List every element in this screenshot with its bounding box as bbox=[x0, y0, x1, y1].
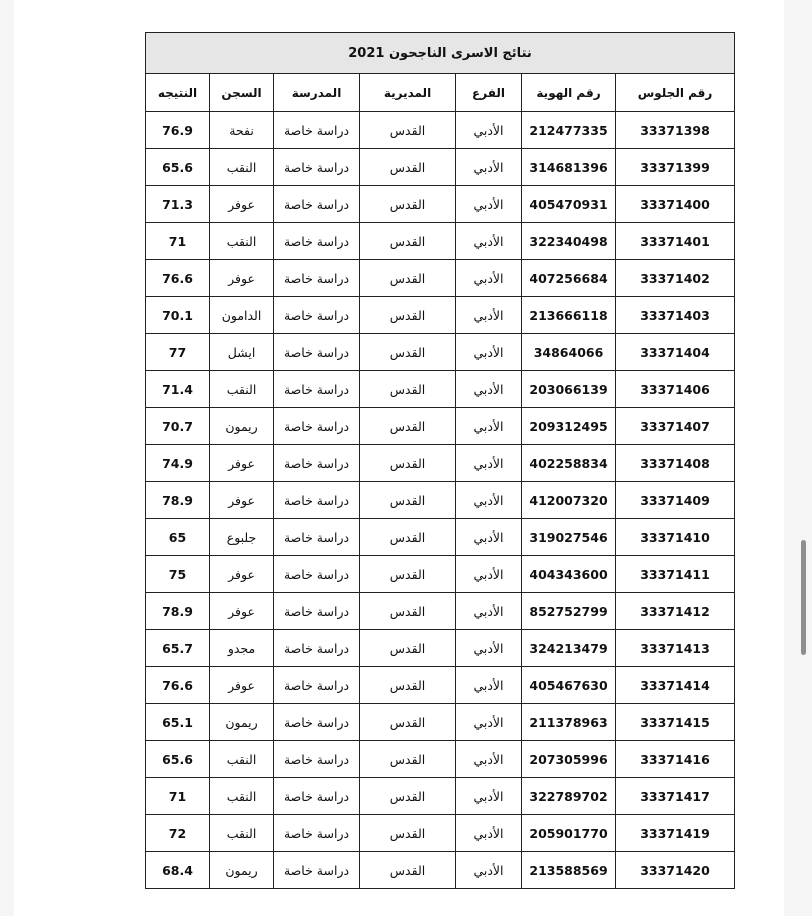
cell-seat-number: 33371399 bbox=[616, 149, 735, 186]
header-result: النتيجه bbox=[146, 74, 210, 112]
cell-result: 77 bbox=[146, 334, 210, 371]
cell-directorate: القدس bbox=[360, 482, 456, 519]
cell-id-number: 203066139 bbox=[522, 371, 616, 408]
table-row bbox=[146, 704, 735, 741]
cell-prison: ريمون bbox=[210, 852, 274, 889]
header-school: المدرسة bbox=[274, 74, 360, 112]
cell-branch: الأدبي bbox=[456, 519, 522, 556]
cell-school: دراسة خاصة bbox=[274, 371, 360, 408]
cell-school: دراسة خاصة bbox=[274, 630, 360, 667]
cell-branch: الأدبي bbox=[456, 445, 522, 482]
cell-directorate: القدس bbox=[360, 852, 456, 889]
cell-id-number: 322789702 bbox=[522, 778, 616, 815]
cell-directorate: القدس bbox=[360, 519, 456, 556]
cell-prison: ايشل bbox=[210, 334, 274, 371]
cell-prison: عوفر bbox=[210, 667, 274, 704]
cell-id-number: 407256684 bbox=[522, 260, 616, 297]
cell-prison: النقب bbox=[210, 149, 274, 186]
cell-prison: مجدو bbox=[210, 630, 274, 667]
cell-id-number: 211378963 bbox=[522, 704, 616, 741]
cell-result: 65.6 bbox=[146, 149, 210, 186]
table-row bbox=[146, 778, 735, 815]
cell-result: 75 bbox=[146, 556, 210, 593]
cell-prison: عوفر bbox=[210, 186, 274, 223]
cell-branch: الأدبي bbox=[456, 149, 522, 186]
table-body bbox=[146, 112, 735, 889]
cell-prison: النقب bbox=[210, 815, 274, 852]
cell-result: 78.9 bbox=[146, 593, 210, 630]
cell-school: دراسة خاصة bbox=[274, 297, 360, 334]
cell-school: دراسة خاصة bbox=[274, 408, 360, 445]
cell-school: دراسة خاصة bbox=[274, 556, 360, 593]
table-row bbox=[146, 260, 735, 297]
cell-id-number: 319027546 bbox=[522, 519, 616, 556]
cell-branch: الأدبي bbox=[456, 334, 522, 371]
cell-prison: النقب bbox=[210, 778, 274, 815]
cell-school: دراسة خاصة bbox=[274, 815, 360, 852]
cell-result: 68.4 bbox=[146, 852, 210, 889]
cell-seat-number: 33371417 bbox=[616, 778, 735, 815]
table-row bbox=[146, 371, 735, 408]
cell-school: دراسة خاصة bbox=[274, 704, 360, 741]
cell-seat-number: 33371403 bbox=[616, 297, 735, 334]
cell-result: 76.6 bbox=[146, 260, 210, 297]
table-row bbox=[146, 223, 735, 260]
table-row bbox=[146, 556, 735, 593]
header-prison: السجن bbox=[210, 74, 274, 112]
cell-directorate: القدس bbox=[360, 297, 456, 334]
cell-branch: الأدبي bbox=[456, 223, 522, 260]
cell-id-number: 213666118 bbox=[522, 297, 616, 334]
cell-result: 70.7 bbox=[146, 408, 210, 445]
cell-result: 78.9 bbox=[146, 482, 210, 519]
cell-directorate: القدس bbox=[360, 445, 456, 482]
cell-id-number: 852752799 bbox=[522, 593, 616, 630]
document-page bbox=[14, 0, 784, 916]
cell-id-number: 205901770 bbox=[522, 815, 616, 852]
cell-result: 72 bbox=[146, 815, 210, 852]
cell-id-number: 405470931 bbox=[522, 186, 616, 223]
cell-branch: الأدبي bbox=[456, 112, 522, 149]
header-seat-number: رقم الجلوس bbox=[616, 74, 735, 112]
cell-branch: الأدبي bbox=[456, 815, 522, 852]
cell-branch: الأدبي bbox=[456, 482, 522, 519]
cell-directorate: القدس bbox=[360, 556, 456, 593]
cell-directorate: القدس bbox=[360, 704, 456, 741]
cell-directorate: القدس bbox=[360, 149, 456, 186]
cell-directorate: القدس bbox=[360, 630, 456, 667]
cell-result: 71.3 bbox=[146, 186, 210, 223]
table-row bbox=[146, 408, 735, 445]
cell-school: دراسة خاصة bbox=[274, 112, 360, 149]
cell-prison: عوفر bbox=[210, 445, 274, 482]
cell-branch: الأدبي bbox=[456, 778, 522, 815]
table-row bbox=[146, 852, 735, 889]
cell-seat-number: 33371420 bbox=[616, 852, 735, 889]
cell-prison: النقب bbox=[210, 371, 274, 408]
cell-branch: الأدبي bbox=[456, 260, 522, 297]
cell-result: 74.9 bbox=[146, 445, 210, 482]
cell-branch: الأدبي bbox=[456, 371, 522, 408]
cell-directorate: القدس bbox=[360, 408, 456, 445]
cell-seat-number: 33371402 bbox=[616, 260, 735, 297]
cell-school: دراسة خاصة bbox=[274, 593, 360, 630]
table-row bbox=[146, 593, 735, 630]
cell-branch: الأدبي bbox=[456, 408, 522, 445]
header-branch: الفرع bbox=[456, 74, 522, 112]
cell-id-number: 207305996 bbox=[522, 741, 616, 778]
cell-id-number: 412007320 bbox=[522, 482, 616, 519]
cell-prison: نفحة bbox=[210, 112, 274, 149]
cell-id-number: 402258834 bbox=[522, 445, 616, 482]
cell-result: 76.6 bbox=[146, 667, 210, 704]
cell-branch: الأدبي bbox=[456, 704, 522, 741]
cell-branch: الأدبي bbox=[456, 667, 522, 704]
table-row bbox=[146, 297, 735, 334]
cell-school: دراسة خاصة bbox=[274, 519, 360, 556]
cell-seat-number: 33371411 bbox=[616, 556, 735, 593]
cell-seat-number: 33371408 bbox=[616, 445, 735, 482]
cell-branch: الأدبي bbox=[456, 556, 522, 593]
cell-directorate: القدس bbox=[360, 334, 456, 371]
cell-directorate: القدس bbox=[360, 593, 456, 630]
cell-school: دراسة خاصة bbox=[274, 482, 360, 519]
header-id-number: رقم الهوية bbox=[522, 74, 616, 112]
cell-seat-number: 33371406 bbox=[616, 371, 735, 408]
cell-id-number: 34864066 bbox=[522, 334, 616, 371]
cell-seat-number: 33371398 bbox=[616, 112, 735, 149]
cell-prison: عوفر bbox=[210, 556, 274, 593]
cell-seat-number: 33371416 bbox=[616, 741, 735, 778]
cell-result: 70.1 bbox=[146, 297, 210, 334]
cell-branch: الأدبي bbox=[456, 741, 522, 778]
cell-branch: الأدبي bbox=[456, 593, 522, 630]
cell-seat-number: 33371419 bbox=[616, 815, 735, 852]
cell-id-number: 213588569 bbox=[522, 852, 616, 889]
cell-id-number: 405467630 bbox=[522, 667, 616, 704]
cell-result: 71 bbox=[146, 778, 210, 815]
table-row bbox=[146, 667, 735, 704]
cell-id-number: 324213479 bbox=[522, 630, 616, 667]
cell-school: دراسة خاصة bbox=[274, 149, 360, 186]
cell-result: 65.6 bbox=[146, 741, 210, 778]
cell-directorate: القدس bbox=[360, 815, 456, 852]
table-header-row bbox=[146, 74, 735, 112]
cell-seat-number: 33371415 bbox=[616, 704, 735, 741]
table-row bbox=[146, 149, 735, 186]
cell-directorate: القدس bbox=[360, 112, 456, 149]
cell-seat-number: 33371404 bbox=[616, 334, 735, 371]
table-row bbox=[146, 186, 735, 223]
cell-prison: النقب bbox=[210, 741, 274, 778]
cell-school: دراسة خاصة bbox=[274, 334, 360, 371]
cell-id-number: 404343600 bbox=[522, 556, 616, 593]
table-row bbox=[146, 519, 735, 556]
cell-school: دراسة خاصة bbox=[274, 260, 360, 297]
results-table bbox=[145, 32, 735, 889]
cell-school: دراسة خاصة bbox=[274, 445, 360, 482]
cell-seat-number: 33371412 bbox=[616, 593, 735, 630]
cell-prison: عوفر bbox=[210, 482, 274, 519]
cell-id-number: 314681396 bbox=[522, 149, 616, 186]
cell-school: دراسة خاصة bbox=[274, 186, 360, 223]
cell-prison: الدامون bbox=[210, 297, 274, 334]
cell-id-number: 209312495 bbox=[522, 408, 616, 445]
table-row bbox=[146, 630, 735, 667]
cell-school: دراسة خاصة bbox=[274, 223, 360, 260]
cell-seat-number: 33371407 bbox=[616, 408, 735, 445]
cell-branch: الأدبي bbox=[456, 297, 522, 334]
cell-directorate: القدس bbox=[360, 260, 456, 297]
cell-result: 65.1 bbox=[146, 704, 210, 741]
cell-prison: عوفر bbox=[210, 593, 274, 630]
cell-school: دراسة خاصة bbox=[274, 741, 360, 778]
header-directorate: المديرية bbox=[360, 74, 456, 112]
table-row bbox=[146, 815, 735, 852]
cell-prison: ريمون bbox=[210, 704, 274, 741]
cell-seat-number: 33371410 bbox=[616, 519, 735, 556]
scrollbar-thumb[interactable] bbox=[801, 540, 806, 655]
cell-directorate: القدس bbox=[360, 371, 456, 408]
cell-directorate: القدس bbox=[360, 778, 456, 815]
cell-directorate: القدس bbox=[360, 186, 456, 223]
table-row bbox=[146, 445, 735, 482]
cell-directorate: القدس bbox=[360, 223, 456, 260]
cell-seat-number: 33371409 bbox=[616, 482, 735, 519]
cell-result: 65.7 bbox=[146, 630, 210, 667]
cell-prison: جلبوع bbox=[210, 519, 274, 556]
cell-school: دراسة خاصة bbox=[274, 852, 360, 889]
cell-school: دراسة خاصة bbox=[274, 778, 360, 815]
table-row bbox=[146, 741, 735, 778]
table-row bbox=[146, 482, 735, 519]
cell-prison: النقب bbox=[210, 223, 274, 260]
table-row bbox=[146, 112, 735, 149]
cell-directorate: القدس bbox=[360, 741, 456, 778]
cell-prison: ريمون bbox=[210, 408, 274, 445]
cell-result: 71.4 bbox=[146, 371, 210, 408]
cell-seat-number: 33371400 bbox=[616, 186, 735, 223]
cell-seat-number: 33371414 bbox=[616, 667, 735, 704]
cell-branch: الأدبي bbox=[456, 186, 522, 223]
cell-id-number: 212477335 bbox=[522, 112, 616, 149]
cell-seat-number: 33371401 bbox=[616, 223, 735, 260]
cell-result: 71 bbox=[146, 223, 210, 260]
cell-result: 65 bbox=[146, 519, 210, 556]
cell-result: 76.9 bbox=[146, 112, 210, 149]
cell-branch: الأدبي bbox=[456, 852, 522, 889]
cell-school: دراسة خاصة bbox=[274, 667, 360, 704]
cell-id-number: 322340498 bbox=[522, 223, 616, 260]
cell-branch: الأدبي bbox=[456, 630, 522, 667]
table-row bbox=[146, 334, 735, 371]
cell-directorate: القدس bbox=[360, 667, 456, 704]
cell-prison: عوفر bbox=[210, 260, 274, 297]
table-title: نتائج الاسرى الناجحون 2021 bbox=[146, 33, 735, 74]
cell-seat-number: 33371413 bbox=[616, 630, 735, 667]
